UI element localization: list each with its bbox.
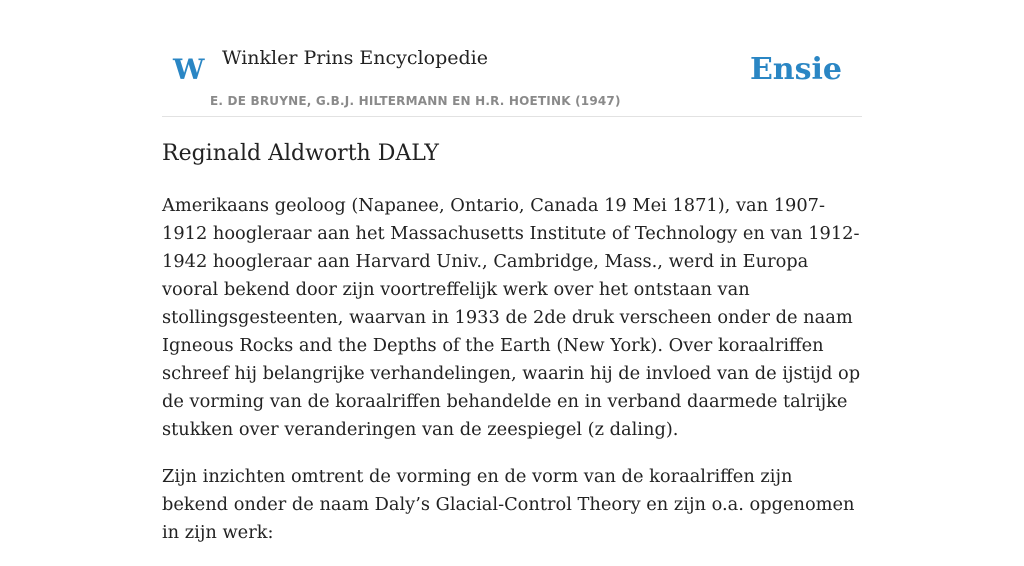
site-title[interactable]: Winkler Prins Encyclopedie [222,47,488,69]
ensie-logo[interactable]: Ensie [749,52,842,87]
article-paragraph: Amerikaans geoloog (Napanee, Ontario, Canada 19 Mei 1871), van 1907-1912 hoogleraar aan het Massachusetts Institute of Technology en van 1912-1942 hoogleraar aan Harvard Univ., Cambridge, Mass., werd in Europa vooral bekend door zijn voortreffelijk werk over het ontstaan van stollingsgesteenten, waarvan in 1933 de 2de druk verscheen onder de naam Igneous Rocks and the Depths of the Earth (New York). Over koraalriffen schreef hij belangrijke verhandelingen, waarin hij de invloed van de ijstijd op de vorming van de koraalriffen behandelde en in verband daarmede talrijke stukken over veranderingen van de zeespiegel (z daling). [162,195,861,440]
site-header [162,0,862,117]
article-title: Reginald Aldworth DALY [162,141,439,166]
authors-line: E. DE BRUYNE, G.B.J. HILTERMANN EN H.R. HOETINK (1947) [210,94,621,108]
article-body [162,192,862,566]
article-paragraph: Zijn inzichten omtrent de vorming en de vorm van de koraalriffen zijn bekend onder de naam Daly’s Glacial-Control Theory en zijn o.a. opgenomen in zijn werk: [162,466,855,543]
winkler-prins-logo-icon[interactable]: W [173,53,205,86]
